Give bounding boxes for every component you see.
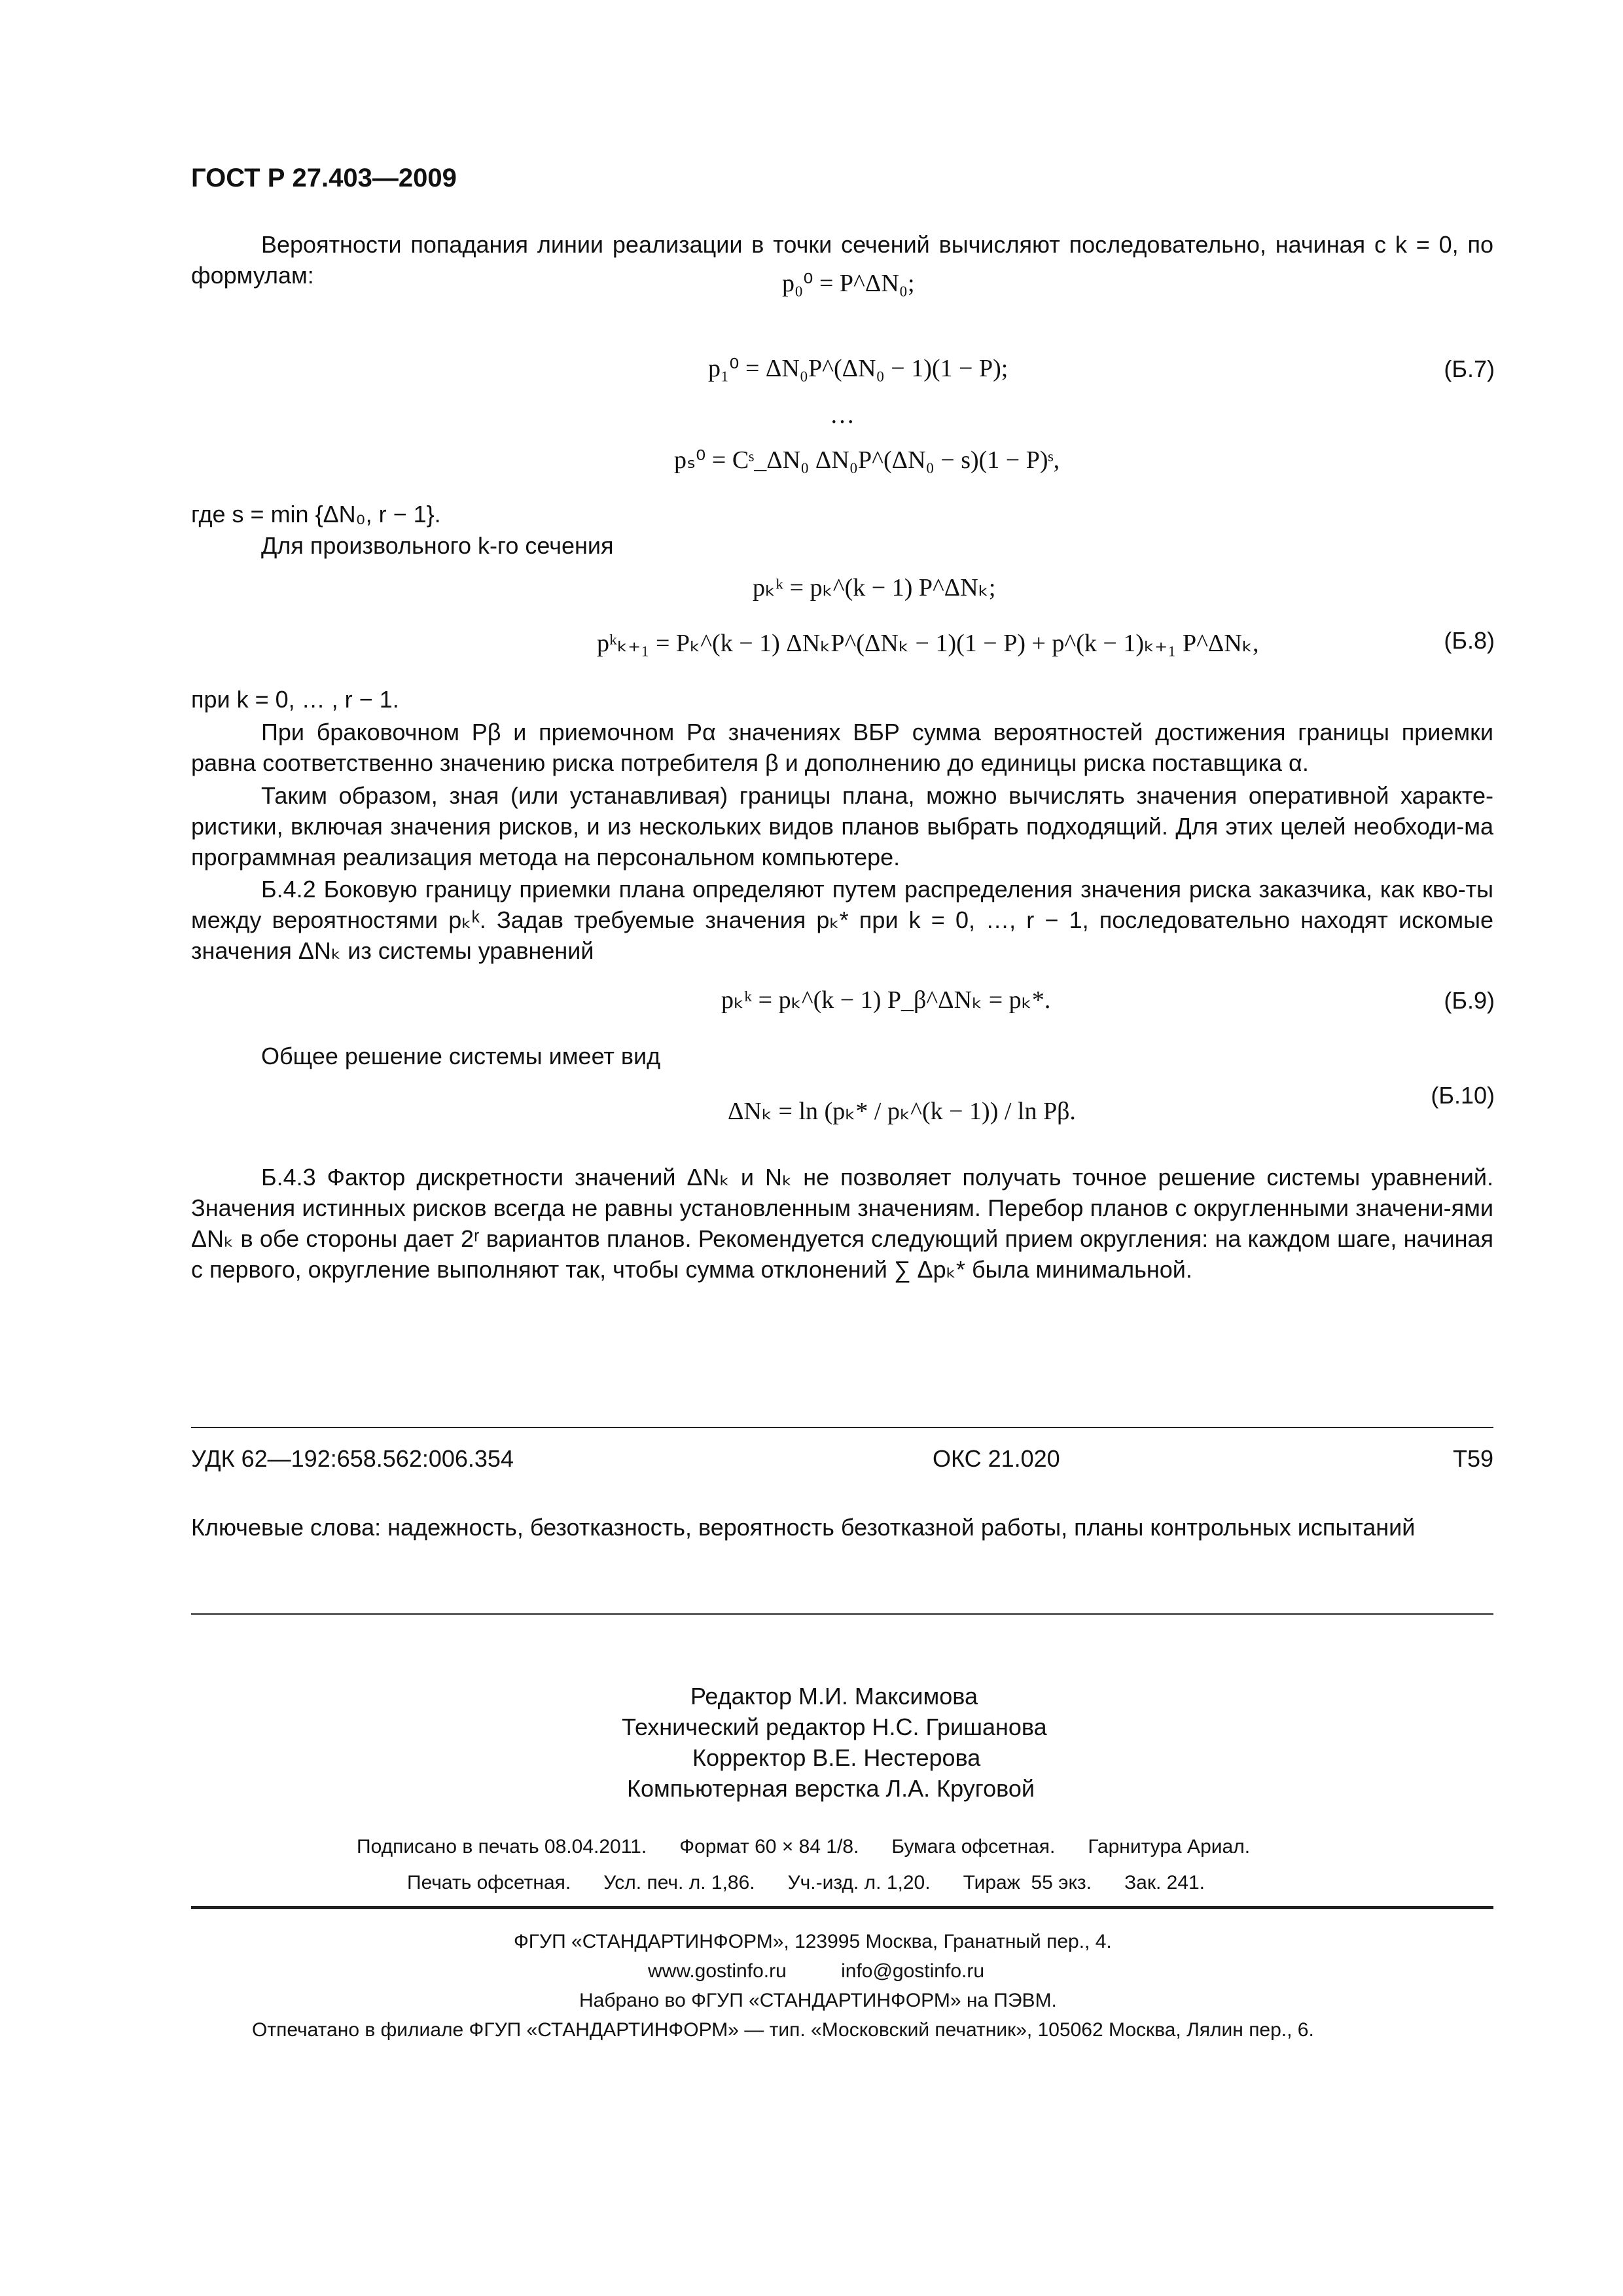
paragraph-arbitrary-section: Для произвольного k-го сечения <box>261 532 614 559</box>
publisher-printed: Отпечатано в филиале ФГУП «СТАНДАРТИНФОРМ» — тип. «Московский печатник», 105062 Москва, Лялин пер., 6. <box>252 2019 1314 2041</box>
formula-b10: ΔNₖ = ln (pₖ* / pₖ^(k − 1)) / ln Pβ. <box>728 1098 1076 1125</box>
paragraph-intro: Вероятности попадания линии реализации в точки сечений вычисляют последовательно, начиная с k = 0, по формулам: <box>191 231 1493 289</box>
keywords: Ключевые слова: надежность, безотказность, вероятность безотказной работы, планы контрольных испытаний <box>191 1514 1416 1541</box>
paragraph-b42: Б.4.2 Боковую границу приемки плана определяют путем распределения значения риска заказчика, как кво-ты между вероятностями pₖᵏ. Задав требуемые значения pₖ* при k = 0, …, r − 1, последовательно находят искомые значения ΔNₖ из системы уравнений <box>191 876 1493 964</box>
divider-middle <box>191 1613 1493 1615</box>
udk-code: УДК 62—192:658.562:006.354 <box>191 1445 514 1472</box>
paragraph-oc: Таким образом, зная (или устанавливая) границы плана, можно вычислять значения оперативной характе-ристики, включая значения рисков, и из нескольких видов планов выбрать подходящий. Для этих целей необходи-ма программная реализация метода на персональном компьютере. <box>191 782 1493 870</box>
equation-number-b7: (Б.7) <box>1444 355 1495 382</box>
publisher-typeset: Набрано во ФГУП «СТАНДАРТИНФОРМ» на ПЭВМ. <box>579 1990 1057 2011</box>
credit-tech-editor: Технический редактор Н.С. Гришанова <box>622 1713 1047 1740</box>
equation-number-b9: (Б.9) <box>1444 987 1495 1014</box>
paragraph-b43: Б.4.3 Фактор дискретности значений ΔNₖ и Nₖ не позволяет получать точное решение системы уравнений. Значения истинных рисков всегда не равны установленным значениям. Перебор планов с округленными значени-ями ΔNₖ в обе стороны дает 2ʳ вариантов планов. Рекомендуется следующий прием округления: на каждом шаге, начиная с первого, округление выполняют так, чтобы сумма отклонений ∑ Δpₖ* была минимальной. <box>191 1164 1493 1283</box>
publisher-address: ФГУП «СТАНДАРТИНФОРМ», 123995 Москва, Гранатный пер., 4. <box>514 1931 1112 1952</box>
equation-number-b8: (Б.8) <box>1444 627 1495 654</box>
t-code: Т59 <box>1452 1445 1493 1472</box>
paragraph-general-solution: Общее решение системы имеет вид <box>261 1043 661 1069</box>
divider-bottom <box>191 1906 1493 1909</box>
publisher-web: www.gostinfo.ru info@gostinfo.ru <box>648 1960 985 1982</box>
document-header: ГОСТ Р 27.403—2009 <box>191 164 457 192</box>
oks-code: ОКС 21.020 <box>933 1445 1060 1472</box>
range-clause: при k = 0, … , r − 1. <box>191 686 399 713</box>
credit-editor: Редактор М.И. Максимова <box>690 1683 978 1710</box>
equation-number-b10: (Б.10) <box>1431 1082 1495 1109</box>
where-clause: где s = min {ΔN₀, r − 1}. <box>191 501 441 528</box>
formula-b7-dots: … <box>830 401 855 429</box>
credit-layout: Компьютерная верстка Л.А. Круговой <box>627 1775 1035 1802</box>
formula-b9: pₖᵏ = pₖ^(k − 1) P_β^ΔNₖ = pₖ*. <box>721 986 1051 1014</box>
formula-b7-line1: p₀⁰ = P^ΔN₀; <box>782 270 915 297</box>
divider-top <box>191 1427 1493 1428</box>
paragraph-risk: При браковочном Pβ и приемочном Pα значениях ВБР сумма вероятностей достижения границы приемки равна соответственно значению риска потребителя β и дополнению до единицы риска поставщика α. <box>191 719 1493 776</box>
imprint-line-1: Подписано в печать 08.04.2011. Формат 60 × 84 1/8. Бумага офсетная. Гарнитура Ариал. <box>357 1836 1251 1857</box>
formula-b8-line1: pₖᵏ = pₖ^(k − 1) P^ΔNₖ; <box>753 574 996 601</box>
imprint-line-2: Печать офсетная. Усл. печ. л. 1,86. Уч.-изд. л. 1,20. Тираж 55 экз. Зак. 241. <box>407 1872 1205 1893</box>
formula-b7-line2: p₁⁰ = ΔN₀P^(ΔN₀ − 1)(1 − P); <box>708 355 1008 382</box>
formula-b8-line2: pᵏₖ₊₁ = Pₖ^(k − 1) ΔNₖP^(ΔNₖ − 1)(1 − P) + p^(k − 1)ₖ₊₁ P^ΔNₖ, <box>597 630 1259 657</box>
formula-b7-line3: pₛ⁰ = Cˢ_ΔN₀ ΔN₀P^(ΔN₀ − s)(1 − P)ˢ, <box>674 446 1060 474</box>
credit-proofreader: Корректор В.Е. Нестерова <box>692 1744 981 1771</box>
